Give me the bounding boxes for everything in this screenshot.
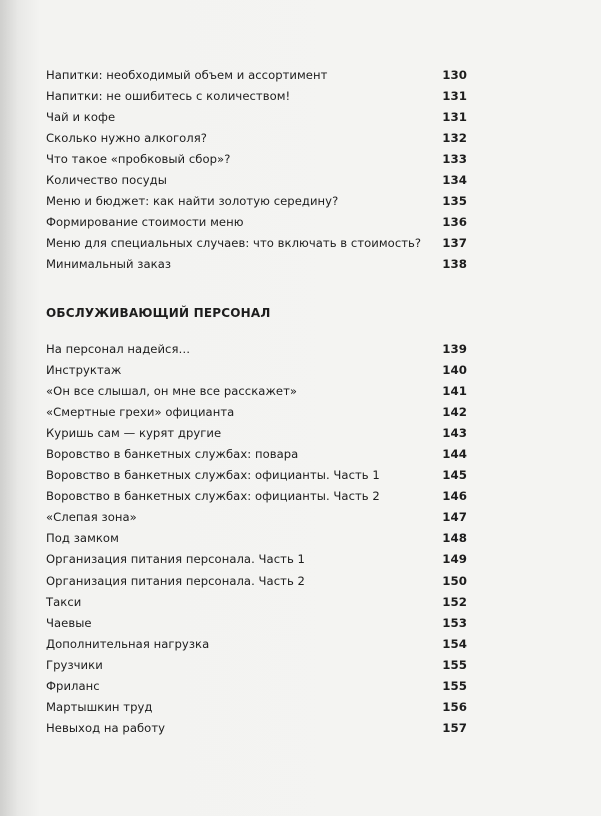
toc-entry-page: 146 [442, 489, 467, 504]
toc-entry [46, 633, 467, 654]
toc-entry-title: Инструктаж [46, 362, 122, 377]
toc-entry [46, 191, 467, 212]
toc-entry-page: 139 [442, 341, 467, 356]
toc-entry [46, 549, 467, 570]
toc-entry-page: 132 [442, 130, 467, 145]
toc-entry-title: Организация питания персонала. Часть 1 [46, 552, 305, 567]
toc-entry-page: 148 [442, 531, 467, 546]
toc-entry [46, 697, 467, 718]
toc-entry-title: Невыход на работу [46, 721, 166, 736]
toc-entry-title: Сколько нужно алкоголя? [46, 130, 207, 145]
toc-entry-page: 147 [442, 510, 467, 525]
toc-entry-title: Воровство в банкетных службах: повара [46, 447, 299, 462]
toc-entry [46, 233, 467, 254]
toc-entry [46, 486, 467, 507]
toc-entry-title: Меню для специальных случаев: что включать в стоимость? [46, 236, 422, 251]
toc-entry-title: Мартышкин труд [46, 700, 153, 715]
toc-entry-page: 143 [442, 425, 467, 440]
section-heading: ОБСЛУЖИВАЮЩИЙ ПЕРСОНАЛ [46, 306, 271, 320]
toc-entry [46, 212, 467, 233]
toc-entry-page: 155 [442, 679, 467, 694]
toc-entry [46, 507, 467, 528]
toc-entry [46, 106, 467, 127]
toc-entry-page: 140 [442, 362, 467, 377]
toc-entry-title: Чаевые [46, 615, 92, 630]
toc-entry-page: 133 [442, 151, 467, 166]
toc-entry-page: 156 [442, 700, 467, 715]
toc-entry [46, 85, 467, 106]
toc-entry [46, 254, 467, 275]
toc-entry-title: Что такое «пробковый сбор»? [46, 151, 231, 166]
toc-entry-page: 131 [442, 109, 467, 124]
toc-entry-title: Организация питания персонала. Часть 2 [46, 573, 305, 588]
toc-entry [46, 422, 467, 443]
toc-entry-page: 149 [442, 552, 467, 567]
toc-entry [46, 676, 467, 697]
toc-entry-title: Воровство в банкетных службах: официанты. Часть 1 [46, 468, 380, 483]
toc-entry-page: 137 [442, 236, 467, 251]
toc-entry-title: Формирование стоимости меню [46, 215, 244, 230]
toc-entry-title: На персонал надейся… [46, 341, 191, 356]
toc-entry [46, 654, 467, 675]
toc-entry-title: Дополнительная нагрузка [46, 636, 210, 651]
toc-entry [46, 443, 467, 464]
toc-entry-page: 141 [442, 383, 467, 398]
toc-entry [46, 718, 467, 739]
toc-entry [46, 570, 467, 591]
toc-entry-page: 144 [442, 447, 467, 462]
toc-entry-title: Напитки: необходимый объем и ассортимент [46, 67, 328, 82]
toc-entry [46, 528, 467, 549]
toc-entry-page: 131 [442, 88, 467, 103]
toc-section-menu [46, 64, 467, 275]
toc-entry-title: Куришь сам — курят другие [46, 425, 222, 440]
toc-entry-page: 157 [442, 721, 467, 736]
toc-entry-title: Под замком [46, 531, 119, 546]
toc-section-staff [46, 338, 467, 739]
toc-entry [46, 127, 467, 148]
toc-entry-title: Напитки: не ошибитесь с количеством! [46, 88, 291, 103]
toc-entry-title: Грузчики [46, 657, 103, 672]
toc-entry-page: 150 [442, 573, 467, 588]
toc-entry-page: 134 [442, 173, 467, 188]
toc-entry-title: Воровство в банкетных службах: официанты. Часть 2 [46, 489, 380, 504]
toc-entry-title: Меню и бюджет: как найти золотую середину? [46, 194, 339, 209]
toc-entry-title: Фриланс [46, 679, 100, 694]
toc-entry-page: 142 [442, 404, 467, 419]
toc-entry [46, 401, 467, 422]
toc-entry-title: Чай и кофе [46, 109, 116, 124]
toc-entry [46, 359, 467, 380]
toc-entry-page: 153 [442, 615, 467, 630]
toc-entry [46, 338, 467, 359]
toc-entry [46, 169, 467, 190]
toc-entry-page: 154 [442, 636, 467, 651]
toc-entry [46, 380, 467, 401]
toc-entry [46, 148, 467, 169]
toc-entry-title: Количество посуды [46, 173, 167, 188]
toc-entry-page: 145 [442, 468, 467, 483]
toc-entry-title: «Смертные грехи» официанта [46, 404, 235, 419]
toc-entry-page: 130 [442, 67, 467, 82]
toc-entry-page: 155 [442, 657, 467, 672]
toc-entry-title: «Слепая зона» [46, 510, 137, 525]
toc-entry [46, 64, 467, 85]
toc-entry-page: 138 [442, 257, 467, 272]
toc-entry-page: 152 [442, 594, 467, 609]
toc-entry [46, 612, 467, 633]
toc-entry-title: Такси [46, 594, 82, 609]
toc-entry-title: Минимальный заказ [46, 257, 172, 272]
toc-entry-title: «Он все слышал, он мне все расскажет» [46, 383, 298, 398]
toc-entry-page: 135 [442, 194, 467, 209]
toc-entry [46, 465, 467, 486]
toc-entry-page: 136 [442, 215, 467, 230]
toc-entry [46, 591, 467, 612]
